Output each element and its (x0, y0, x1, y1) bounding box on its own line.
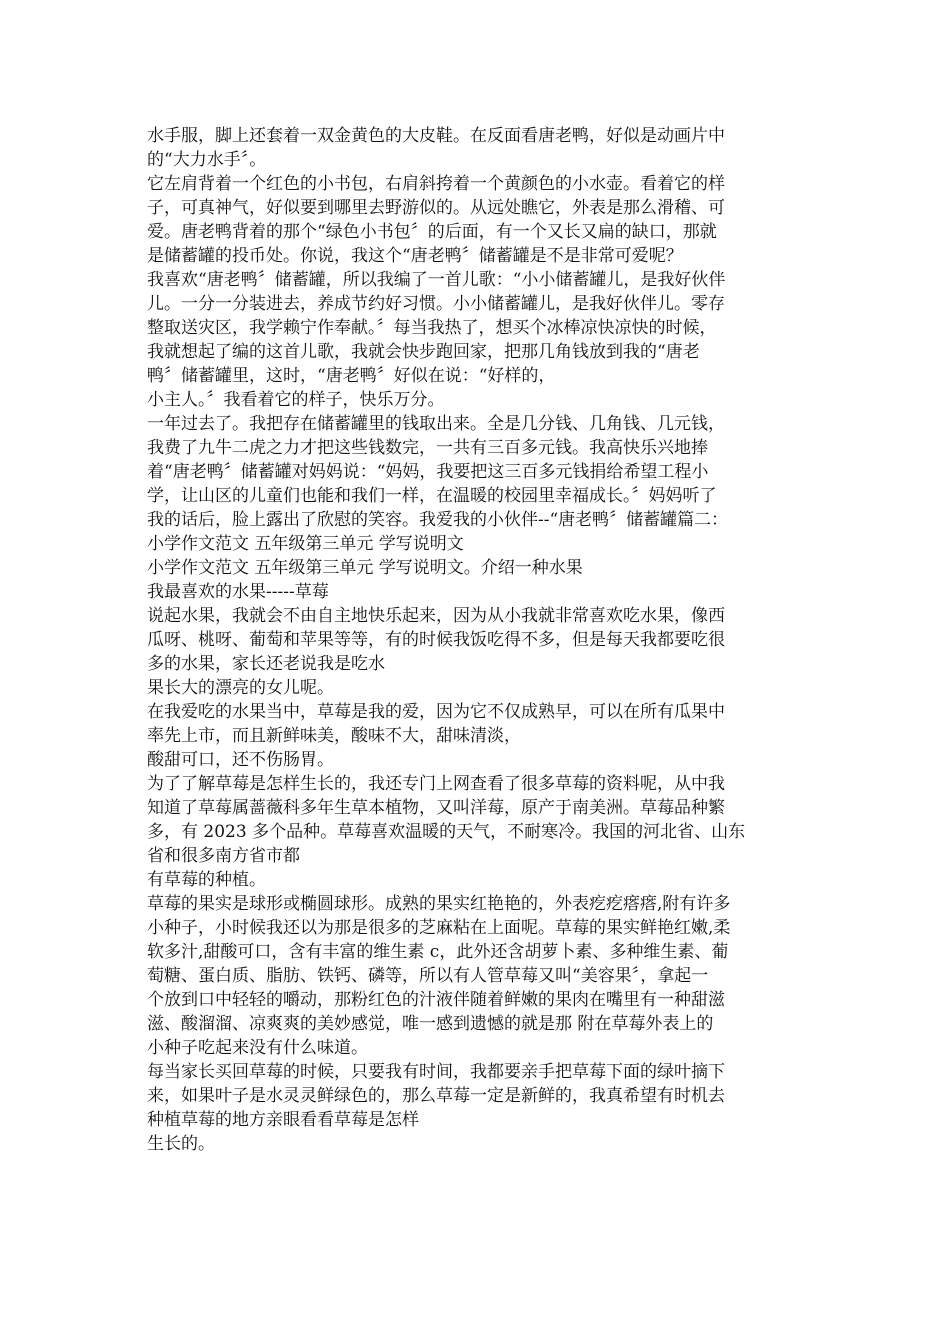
text-line: 爱。唐老鸭背着的那个“绿色小书包〞的后面，有一个又长又扁的缺口，那就 (147, 222, 717, 242)
text-line: 省和很多南方省市都 (147, 846, 300, 866)
text-line: 多，有 2023 多个品种。草莓喜欢温暖的天气，不耐寒冷。我国的河北省、山东 (147, 822, 746, 842)
text-line: 每当家长买回草莓的时候，只要我有时间，我都要亲手把草莓下面的绿叶摘下 (147, 1062, 725, 1082)
text-line: 我就想起了编的这首儿歌，我就会快步跑回家，把那几角钱放到我的“唐老 (147, 342, 700, 362)
text-line: 鸭〞储蓄罐里，这时，“唐老鸭〞好似在说：“好样的， (147, 366, 556, 386)
text-line: 生长的。 (147, 1134, 215, 1154)
text-line: 我费了九牛二虎之力才把这些钱数完，一共有三百多元钱。我高快乐兴地捧 (147, 438, 708, 458)
text-line: 小种子，小时候我还以为那是很多的芝麻粘在上面呢。草莓的果实鲜艳红嫩,柔 (147, 918, 731, 938)
text-line: 小学作文范文 五年级第三单元 学写说明文。介绍一种水果 (147, 558, 583, 578)
text-line: 个放到口中轻轻的嚼动，那粉红色的汁液伴随着鲜嫩的果肉在嘴里有一种甜滋 (147, 990, 725, 1010)
text-line: 为了了解草莓是怎样生长的，我还专门上网查看了很多草莓的资料呢，从中我 (147, 774, 725, 794)
text-line: 说起水果，我就会不由自主地快乐起来，因为从小我就非常喜欢吃水果，像西 (147, 606, 725, 626)
text-line: 率先上市，而且新鲜味美，酸味不大，甜味清淡， (147, 726, 521, 746)
text-line: 萄糖、蛋白质、脂肪、铁钙、磷等，所以有人管草莓又叫“美容果〞，拿起一 (147, 966, 709, 986)
text-line: 小主人。〞我看着它的样子，快乐万分。 (147, 390, 445, 410)
text-line: 有草莓的种植。 (147, 870, 266, 890)
text-line: 知道了草莓属蔷薇科多年生草本植物，又叫洋莓，原产于南美洲。草莓品种繁 (147, 798, 725, 818)
text-line: 我最喜欢的水果-----草莓 (147, 582, 329, 602)
text-line: 儿。一分一分装进去，养成节约好习惯。小小储蓄罐儿，是我好伙伴儿。零存 (147, 294, 725, 314)
text-line: 水手服，脚上还套着一双金黄色的大皮鞋。在反面看唐老鸭，好似是动画片中 (147, 126, 725, 146)
text-line: 草莓的果实是球形或椭圆球形。成熟的果实红艳艳的，外表疙疙瘩瘩,附有许多 (147, 894, 731, 914)
text-line: 多的水果，家长还老说我是吃水 (147, 654, 385, 674)
text-line: 软多汁,甜酸可口，含有丰富的维生素 c，此外还含胡萝卜素、多种维生素、葡 (147, 942, 729, 962)
text-line: 小种子吃起来没有什么味道。 (147, 1038, 368, 1058)
text-line: 子，可真神气，好似要到哪里去野游似的。从远处瞧它，外表是那么滑稽、可 (147, 198, 725, 218)
text-line: 整取送灾区，我学赖宁作奉献。〞每当我热了，想买个冰棒凉快凉快的时候， (147, 318, 717, 338)
text-line: 果长大的漂亮的女儿呢。 (147, 678, 334, 698)
text-line: 着“唐老鸭〞储蓄罐对妈妈说：“妈妈，我要把这三百多元钱捐给希望工程小 (147, 462, 709, 482)
text-line: 是储蓄罐的投币处。你说，我这个“唐老鸭〞储蓄罐是不是非常可爱呢？ (147, 246, 683, 266)
text-line: 种植草莓的地方亲眼看看草莓是怎样 (147, 1110, 419, 1130)
text-line: 一年过去了。我把存在储蓄罐里的钱取出来。全是几分钱、几角钱、几元钱， (147, 414, 725, 434)
text-line: 我喜欢“唐老鸭〞储蓄罐，所以我编了一首儿歌：“小小储蓄罐儿，是我好伙伴 (147, 270, 726, 290)
document-body (147, 124, 807, 1156)
text-line: 酸甜可口，还不伤肠胃。 (147, 750, 334, 770)
text-line: 小学作文范文 五年级第三单元 学写说明文 (147, 534, 464, 554)
text-line: 瓜呀、桃呀、葡萄和苹果等等，有的时候我饭吃得不多，但是每天我都要吃很 (147, 630, 725, 650)
text-line: 来，如果叶子是水灵灵鲜绿色的，那么草莓一定是新鲜的，我真希望有时机去 (147, 1086, 725, 1106)
text-line: 滋、酸溜溜、凉爽爽的美妙感觉，唯一感到遗憾的就是那 附在草莓外表上的 (147, 1014, 714, 1034)
text-line: 的“大力水手〞。 (147, 150, 267, 170)
text-line: 我的话后，脸上露出了欣慰的笑容。我爱我的小伙伴--“唐老鸭〞储蓄罐篇二： (147, 510, 729, 530)
text-line: 在我爱吃的水果当中，草莓是我的爱，因为它不仅成熟早，可以在所有瓜果中 (147, 702, 725, 722)
text-line: 学，让山区的儿童们也能和我们一样，在温暖的校园里幸福成长。〞妈妈听了 (147, 486, 717, 506)
text-line: 它左肩背着一个红色的小书包，右肩斜挎着一个黄颜色的小水壶。看着它的样 (147, 174, 725, 194)
